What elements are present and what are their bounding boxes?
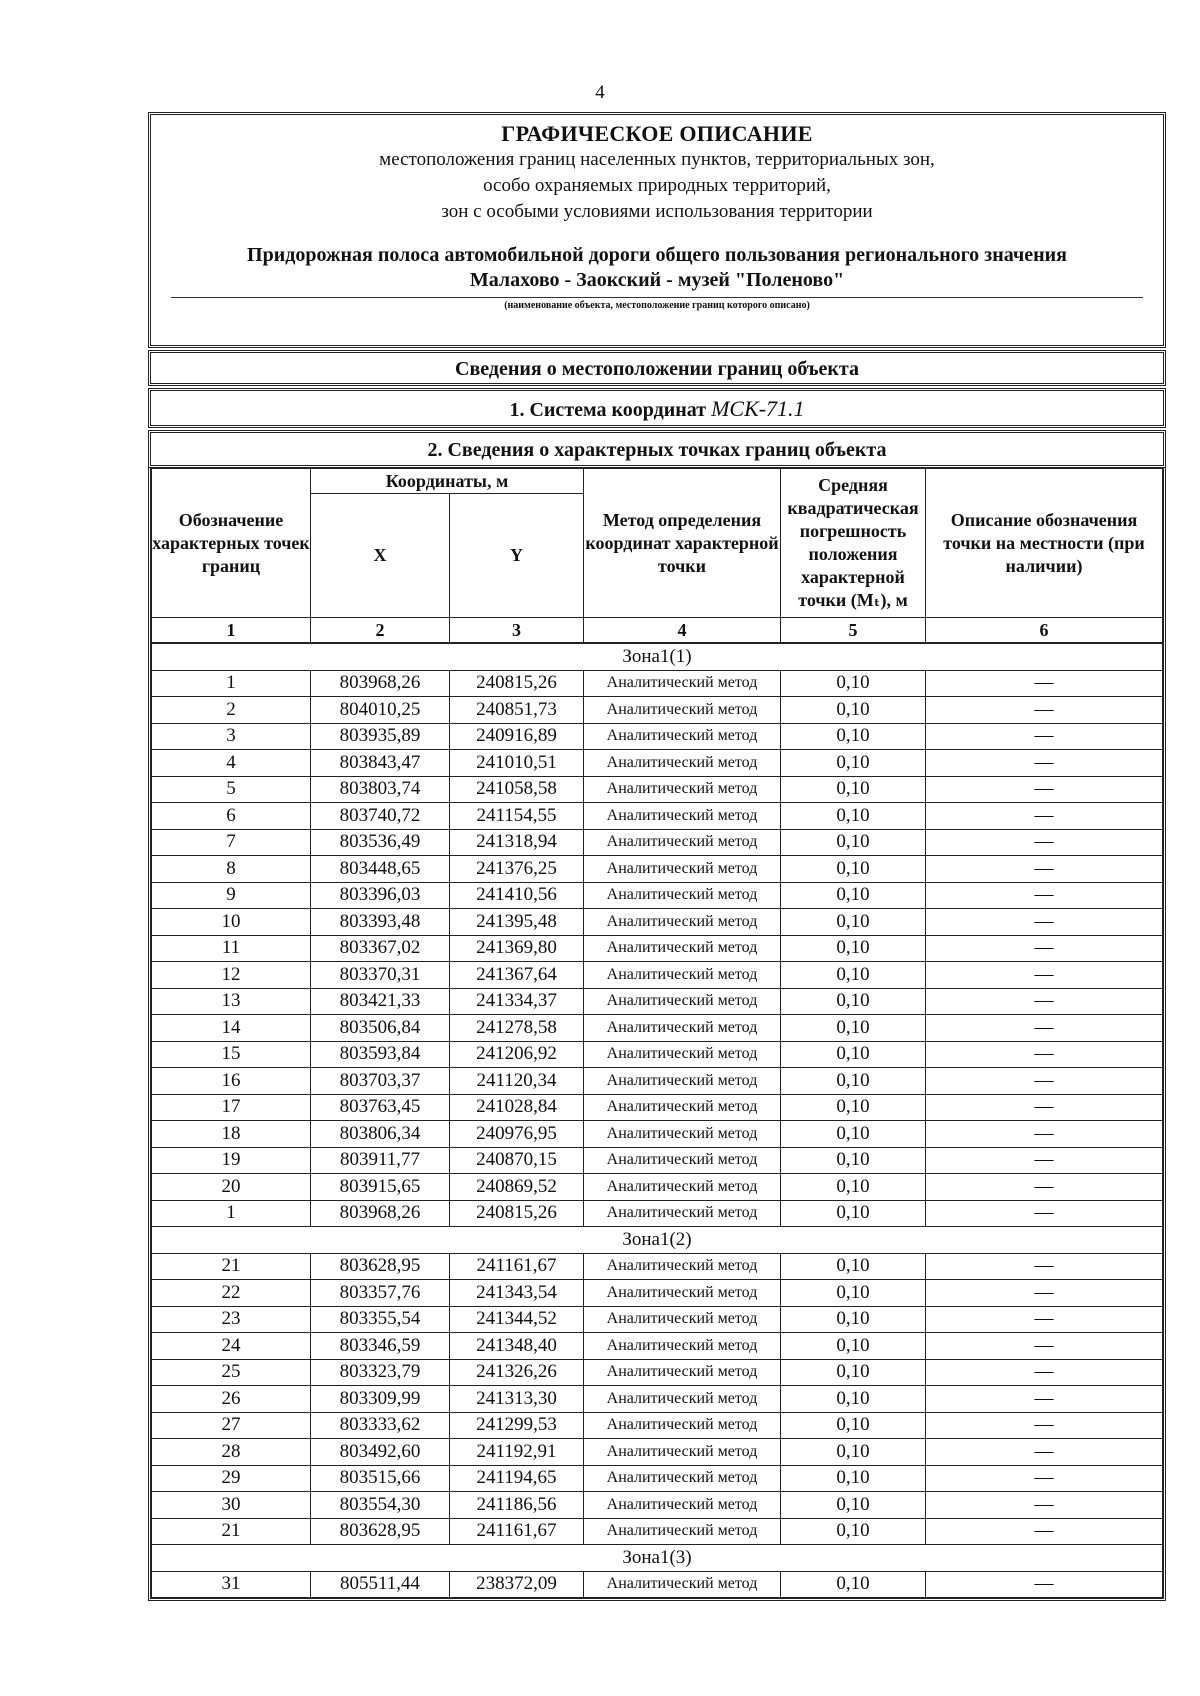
description-cell: — (926, 829, 1163, 856)
point-number-cell: 22 (152, 1280, 311, 1307)
point-number-cell: 5 (152, 776, 311, 803)
method-cell: Аналитический метод (584, 1386, 781, 1413)
description-cell: — (926, 856, 1163, 883)
method-cell: Аналитический метод (584, 856, 781, 883)
description-cell: — (926, 803, 1163, 830)
y-coordinate-cell: 241010,51 (450, 750, 584, 777)
section-points-label: 2. Сведения о характерных точках границ объекта (427, 439, 887, 461)
description-cell: — (926, 1359, 1163, 1386)
zone-name: Зона1(2) (152, 1227, 1163, 1254)
method-cell: Аналитический метод (584, 803, 781, 830)
description-cell: — (926, 1571, 1163, 1598)
point-number-cell: 8 (152, 856, 311, 883)
col-method-header: Метод определения координат характерной точки (584, 469, 781, 618)
y-coordinate-cell: 241192,91 (450, 1439, 584, 1466)
y-coordinate-cell: 241186,56 (450, 1492, 584, 1519)
point-number-cell: 30 (152, 1492, 311, 1519)
point-number-cell: 3 (152, 723, 311, 750)
method-cell: Аналитический метод (584, 1412, 781, 1439)
description-cell: — (926, 909, 1163, 936)
description-cell: — (926, 1015, 1163, 1042)
x-coordinate-cell: 803968,26 (311, 670, 450, 697)
description-cell: — (926, 882, 1163, 909)
col-coordinates-header: Координаты, м (311, 469, 584, 494)
x-coordinate-cell: 803554,30 (311, 1492, 450, 1519)
table-row (152, 1465, 1163, 1492)
section-location-label: Сведения о местоположении границ объекта (455, 358, 859, 380)
y-coordinate-cell: 241278,58 (450, 1015, 584, 1042)
y-coordinate-cell: 241344,52 (450, 1306, 584, 1333)
table-row (152, 1041, 1163, 1068)
y-coordinate-cell: 241343,54 (450, 1280, 584, 1307)
x-coordinate-cell: 803740,72 (311, 803, 450, 830)
error-cell: 0,10 (781, 829, 926, 856)
error-cell: 0,10 (781, 1359, 926, 1386)
point-number-cell: 27 (152, 1412, 311, 1439)
point-number-cell: 21 (152, 1253, 311, 1280)
method-cell: Аналитический метод (584, 1174, 781, 1201)
description-cell: — (926, 1121, 1163, 1148)
x-coordinate-cell: 803628,95 (311, 1253, 450, 1280)
table-row (152, 1492, 1163, 1519)
point-number-cell: 12 (152, 962, 311, 989)
table-row (152, 909, 1163, 936)
error-cell: 0,10 (781, 909, 926, 936)
point-number-cell: 14 (152, 1015, 311, 1042)
point-number-cell: 4 (152, 750, 311, 777)
zone-header-row (152, 644, 1163, 671)
error-cell: 0,10 (781, 1094, 926, 1121)
description-cell: — (926, 1094, 1163, 1121)
method-cell: Аналитический метод (584, 1280, 781, 1307)
method-cell: Аналитический метод (584, 1068, 781, 1095)
y-coordinate-cell: 241194,65 (450, 1465, 584, 1492)
description-cell: — (926, 697, 1163, 724)
method-cell: Аналитический метод (584, 909, 781, 936)
y-coordinate-cell: 241326,26 (450, 1359, 584, 1386)
x-coordinate-cell: 803515,66 (311, 1465, 450, 1492)
table-row (152, 670, 1163, 697)
error-cell: 0,10 (781, 1306, 926, 1333)
table-row (152, 1280, 1163, 1307)
col-x-header: X (311, 494, 450, 618)
description-cell: — (926, 723, 1163, 750)
y-coordinate-cell: 241348,40 (450, 1333, 584, 1360)
object-name-line: Малахово - Заокский - музей "Поленово" (469, 269, 845, 291)
x-coordinate-cell: 803536,49 (311, 829, 450, 856)
table-row (152, 1359, 1163, 1386)
method-cell: Аналитический метод (584, 1253, 781, 1280)
coordinate-system-prefix: 1. Система координат (509, 399, 712, 421)
subtitle-line: особо охраняемых природных территорий, (483, 175, 831, 196)
method-cell: Аналитический метод (584, 1465, 781, 1492)
zone-name: Зона1(1) (152, 644, 1163, 671)
col-number: 4 (584, 618, 781, 643)
error-cell: 0,10 (781, 1518, 926, 1545)
point-number-cell: 11 (152, 935, 311, 962)
table-row (152, 962, 1163, 989)
col-number: 3 (450, 618, 584, 643)
method-cell: Аналитический метод (584, 1015, 781, 1042)
error-cell: 0,10 (781, 962, 926, 989)
method-cell: Аналитический метод (584, 988, 781, 1015)
section-points (148, 430, 1166, 468)
description-cell: — (926, 1174, 1163, 1201)
y-coordinate-cell: 241028,84 (450, 1094, 584, 1121)
table-row (152, 1174, 1163, 1201)
y-coordinate-cell: 241299,53 (450, 1412, 584, 1439)
x-coordinate-cell: 803703,37 (311, 1068, 450, 1095)
x-coordinate-cell: 803370,31 (311, 962, 450, 989)
y-coordinate-cell: 240815,26 (450, 1200, 584, 1227)
error-cell: 0,10 (781, 1492, 926, 1519)
description-cell: — (926, 1386, 1163, 1413)
y-coordinate-cell: 241161,67 (450, 1253, 584, 1280)
y-coordinate-cell: 241120,34 (450, 1068, 584, 1095)
y-coordinate-cell: 241058,58 (450, 776, 584, 803)
x-coordinate-cell: 803506,84 (311, 1015, 450, 1042)
coordinate-system-name: МСК-71.1 (711, 396, 805, 421)
y-coordinate-cell: 241395,48 (450, 909, 584, 936)
y-coordinate-cell: 241318,94 (450, 829, 584, 856)
description-cell: — (926, 1068, 1163, 1095)
x-coordinate-cell: 803355,54 (311, 1306, 450, 1333)
description-cell: — (926, 962, 1163, 989)
point-number-cell: 29 (152, 1465, 311, 1492)
x-coordinate-cell: 803806,34 (311, 1121, 450, 1148)
document-frame (148, 112, 1166, 1601)
point-number-cell: 28 (152, 1439, 311, 1466)
x-coordinate-cell: 803393,48 (311, 909, 450, 936)
y-coordinate-cell: 241161,67 (450, 1518, 584, 1545)
description-cell: — (926, 1492, 1163, 1519)
x-coordinate-cell: 803935,89 (311, 723, 450, 750)
method-cell: Аналитический метод (584, 697, 781, 724)
description-cell: — (926, 988, 1163, 1015)
table-row (152, 1571, 1163, 1598)
table-row (152, 1121, 1163, 1148)
point-number-cell: 31 (152, 1571, 311, 1598)
method-cell: Аналитический метод (584, 935, 781, 962)
method-cell: Аналитический метод (584, 1333, 781, 1360)
x-coordinate-cell: 804010,25 (311, 697, 450, 724)
point-number-cell: 15 (152, 1041, 311, 1068)
x-coordinate-cell: 803333,62 (311, 1412, 450, 1439)
error-cell: 0,10 (781, 1147, 926, 1174)
error-cell: 0,10 (781, 1253, 926, 1280)
col-number: 1 (152, 618, 311, 643)
table-row (152, 1068, 1163, 1095)
col-designation-header: Обозначение характерных точек границ (152, 469, 311, 618)
method-cell: Аналитический метод (584, 1359, 781, 1386)
points-table-body (151, 643, 1163, 1598)
col-number: 2 (311, 618, 450, 643)
x-coordinate-cell: 803915,65 (311, 1174, 450, 1201)
x-coordinate-cell: 805511,44 (311, 1571, 450, 1598)
x-coordinate-cell: 803421,33 (311, 988, 450, 1015)
method-cell: Аналитический метод (584, 1571, 781, 1598)
y-coordinate-cell: 241206,92 (450, 1041, 584, 1068)
points-table-header (151, 468, 1163, 643)
y-coordinate-cell: 241154,55 (450, 803, 584, 830)
method-cell: Аналитический метод (584, 723, 781, 750)
table-row (152, 1094, 1163, 1121)
point-number-cell: 19 (152, 1147, 311, 1174)
method-cell: Аналитический метод (584, 670, 781, 697)
error-cell: 0,10 (781, 670, 926, 697)
method-cell: Аналитический метод (584, 776, 781, 803)
method-cell: Аналитический метод (584, 1121, 781, 1148)
col-number: 5 (781, 618, 926, 643)
method-cell: Аналитический метод (584, 882, 781, 909)
method-cell: Аналитический метод (584, 1041, 781, 1068)
error-cell: 0,10 (781, 1333, 926, 1360)
point-number-cell: 24 (152, 1333, 311, 1360)
error-cell: 0,10 (781, 697, 926, 724)
method-cell: Аналитический метод (584, 1518, 781, 1545)
method-cell: Аналитический метод (584, 1439, 781, 1466)
description-cell: — (926, 1518, 1163, 1545)
y-coordinate-cell: 240870,15 (450, 1147, 584, 1174)
error-cell: 0,10 (781, 723, 926, 750)
table-row (152, 750, 1163, 777)
description-cell: — (926, 1439, 1163, 1466)
error-cell: 0,10 (781, 856, 926, 883)
description-cell: — (926, 670, 1163, 697)
x-coordinate-cell: 803843,47 (311, 750, 450, 777)
error-cell: 0,10 (781, 1121, 926, 1148)
point-number-cell: 10 (152, 909, 311, 936)
col-y-header: Y (450, 494, 584, 618)
description-cell: — (926, 1200, 1163, 1227)
point-number-cell: 2 (152, 697, 311, 724)
col-description-header: Описание обозначения точки на местности (при наличии) (926, 469, 1163, 618)
x-coordinate-cell: 803593,84 (311, 1041, 450, 1068)
object-name-line: Придорожная полоса автомобильной дороги общего пользования регионального значения (247, 244, 1067, 266)
table-row (152, 1333, 1163, 1360)
table-row (152, 935, 1163, 962)
method-cell: Аналитический метод (584, 829, 781, 856)
point-number-cell: 9 (152, 882, 311, 909)
page-number: 4 (595, 82, 605, 103)
y-coordinate-cell: 240916,89 (450, 723, 584, 750)
section-coordinate-system (148, 388, 1166, 428)
error-cell: 0,10 (781, 776, 926, 803)
description-cell: — (926, 776, 1163, 803)
description-cell: — (926, 1465, 1163, 1492)
error-cell: 0,10 (781, 1041, 926, 1068)
table-row (152, 988, 1163, 1015)
header-block (148, 112, 1166, 348)
table-row (152, 1386, 1163, 1413)
object-note: (наименование объекта, местоположение границ которого описано) (504, 300, 810, 311)
table-row (152, 723, 1163, 750)
error-cell: 0,10 (781, 1571, 926, 1598)
y-coordinate-cell: 240851,73 (450, 697, 584, 724)
subtitle-line: местоположения границ населенных пунктов, территориальных зон, (379, 149, 935, 170)
point-number-cell: 21 (152, 1518, 311, 1545)
y-coordinate-cell: 241410,56 (450, 882, 584, 909)
x-coordinate-cell: 803396,03 (311, 882, 450, 909)
y-coordinate-cell: 241334,37 (450, 988, 584, 1015)
table-row (152, 856, 1163, 883)
point-number-cell: 13 (152, 988, 311, 1015)
table-row (152, 1200, 1163, 1227)
description-cell: — (926, 1280, 1163, 1307)
x-coordinate-cell: 803309,99 (311, 1386, 450, 1413)
subtitle-line: зон с особыми условиями использования территории (441, 201, 873, 222)
zone-header-row (152, 1545, 1163, 1572)
point-number-cell: 1 (152, 670, 311, 697)
underline-divider (171, 297, 1143, 298)
point-number-cell: 17 (152, 1094, 311, 1121)
error-cell: 0,10 (781, 1068, 926, 1095)
y-coordinate-cell: 238372,09 (450, 1571, 584, 1598)
x-coordinate-cell: 803803,74 (311, 776, 450, 803)
table-row (152, 829, 1163, 856)
table-row (152, 697, 1163, 724)
description-cell: — (926, 1041, 1163, 1068)
point-number-cell: 26 (152, 1386, 311, 1413)
point-number-cell: 20 (152, 1174, 311, 1201)
point-number-cell: 23 (152, 1306, 311, 1333)
method-cell: Аналитический метод (584, 1147, 781, 1174)
method-cell: Аналитический метод (584, 1306, 781, 1333)
x-coordinate-cell: 803763,45 (311, 1094, 450, 1121)
col-number: 6 (926, 618, 1163, 643)
description-cell: — (926, 1412, 1163, 1439)
error-cell: 0,10 (781, 988, 926, 1015)
description-cell: — (926, 750, 1163, 777)
x-coordinate-cell: 803492,60 (311, 1439, 450, 1466)
col-error-header: Средняя квадратическая погрешность положения характерной точки (Mₜ), м (781, 469, 926, 618)
description-cell: — (926, 935, 1163, 962)
error-cell: 0,10 (781, 1174, 926, 1201)
x-coordinate-cell: 803367,02 (311, 935, 450, 962)
y-coordinate-cell: 240976,95 (450, 1121, 584, 1148)
table-row (152, 803, 1163, 830)
error-cell: 0,10 (781, 750, 926, 777)
description-cell: — (926, 1306, 1163, 1333)
x-coordinate-cell: 803357,76 (311, 1280, 450, 1307)
method-cell: Аналитический метод (584, 962, 781, 989)
error-cell: 0,10 (781, 1280, 926, 1307)
error-cell: 0,10 (781, 1412, 926, 1439)
point-number-cell: 6 (152, 803, 311, 830)
error-cell: 0,10 (781, 803, 926, 830)
point-number-cell: 7 (152, 829, 311, 856)
table-row (152, 1412, 1163, 1439)
document-title: ГРАФИЧЕСКОЕ ОПИСАНИЕ (501, 121, 813, 146)
table-row (152, 776, 1163, 803)
error-cell: 0,10 (781, 1465, 926, 1492)
point-number-cell: 16 (152, 1068, 311, 1095)
method-cell: Аналитический метод (584, 1094, 781, 1121)
table-row (152, 1015, 1163, 1042)
x-coordinate-cell: 803346,59 (311, 1333, 450, 1360)
method-cell: Аналитический метод (584, 1200, 781, 1227)
point-number-cell: 25 (152, 1359, 311, 1386)
error-cell: 0,10 (781, 935, 926, 962)
error-cell: 0,10 (781, 1439, 926, 1466)
table-row (152, 1518, 1163, 1545)
x-coordinate-cell: 803628,95 (311, 1518, 450, 1545)
table-row (152, 1306, 1163, 1333)
error-cell: 0,10 (781, 882, 926, 909)
x-coordinate-cell: 803911,77 (311, 1147, 450, 1174)
x-coordinate-cell: 803323,79 (311, 1359, 450, 1386)
section-location (148, 350, 1166, 386)
method-cell: Аналитический метод (584, 750, 781, 777)
y-coordinate-cell: 241313,30 (450, 1386, 584, 1413)
error-cell: 0,10 (781, 1386, 926, 1413)
zone-name: Зона1(3) (152, 1545, 1163, 1572)
table-row (152, 882, 1163, 909)
point-number-cell: 18 (152, 1121, 311, 1148)
table-row (152, 1253, 1163, 1280)
description-cell: — (926, 1333, 1163, 1360)
points-table-wrapper (148, 468, 1166, 1601)
error-cell: 0,10 (781, 1015, 926, 1042)
x-coordinate-cell: 803968,26 (311, 1200, 450, 1227)
method-cell: Аналитический метод (584, 1492, 781, 1519)
zone-header-row (152, 1227, 1163, 1254)
point-number-cell: 1 (152, 1200, 311, 1227)
description-cell: — (926, 1147, 1163, 1174)
table-row (152, 1147, 1163, 1174)
y-coordinate-cell: 241369,80 (450, 935, 584, 962)
y-coordinate-cell: 240815,26 (450, 670, 584, 697)
y-coordinate-cell: 241376,25 (450, 856, 584, 883)
table-row (152, 1439, 1163, 1466)
x-coordinate-cell: 803448,65 (311, 856, 450, 883)
y-coordinate-cell: 240869,52 (450, 1174, 584, 1201)
y-coordinate-cell: 241367,64 (450, 962, 584, 989)
error-cell: 0,10 (781, 1200, 926, 1227)
description-cell: — (926, 1253, 1163, 1280)
